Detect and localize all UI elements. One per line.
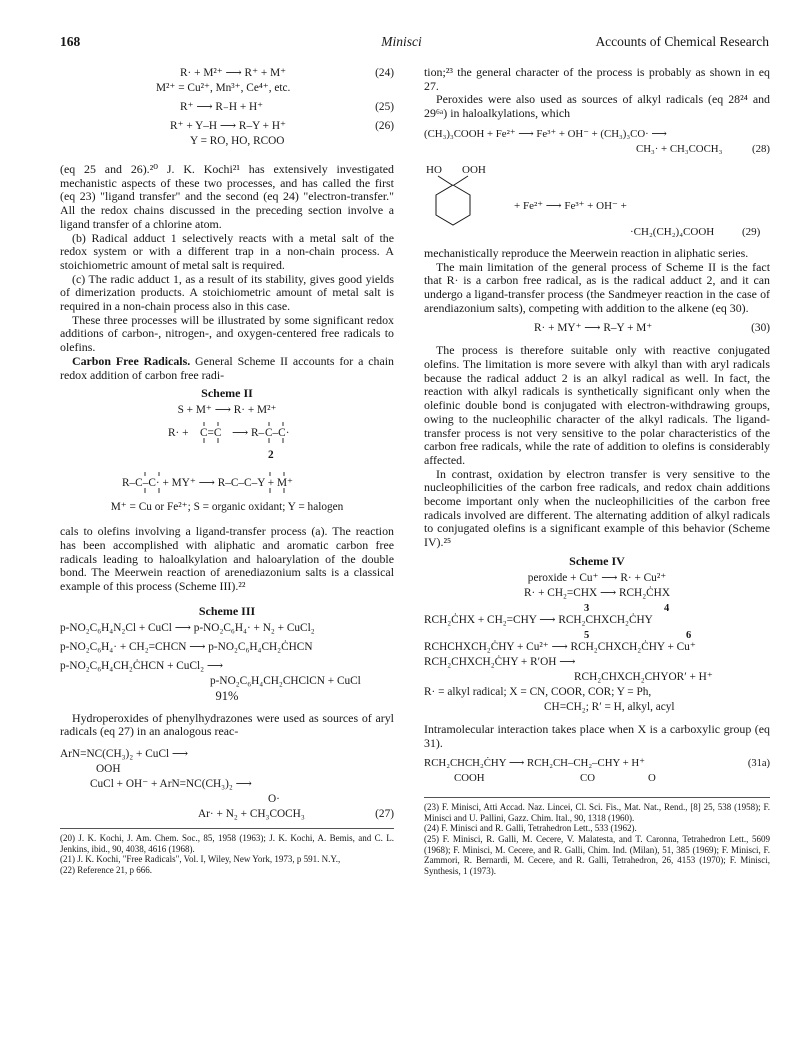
svg-text:R· +: R· +	[168, 427, 189, 440]
journal-name: Accounts of Chemical Research	[595, 34, 769, 49]
svg-text:·CH₂(CH₂)₄COOH: ·CH₂(CH₂)₄COOH	[630, 225, 715, 238]
paragraph-carbon-radicals: Carbon Free Radicals. General Scheme II accounts for a chain redox addition of carbon free radi-	[60, 353, 394, 382]
equation-31a: RCH₂CHCH₂ĊHY ⟶ RCH₂CH–CH₂–CHY + H⁺ (31a)	[424, 757, 770, 770]
paragraph-mechanistically: mechanistically reproduce the Meerwein reaction in aliphatic series.	[424, 245, 749, 260]
cyclohexane-hydroperoxide-structure	[424, 161, 770, 243]
paragraph-process-suitable: The process is therefore suitable only with reactive conjugated olefins. The limitation is more severe with alkyl than with aryl radicals because the radical adduct 2 is an alkyl radical as well. In fact, the reaction with alkyl radicals is synthetically significant only when the olefinic double bond is conjugated with electron-withdrawing groups, owing to the nucleophilic character of the alkyl radicals. The ligand-transfer process is not very sensitive to the polar characteristics of the carbon free radicals, while the rate of addition to olefins is considerably affected.	[424, 343, 770, 467]
paragraph-tion: tion;²³ the general character of the process is probably as shown in eq 27.	[424, 65, 770, 93]
footnote-21: (21) J. K. Kochi, "Free Radicals", Vol. I, Wiley, New York, 1973, p 591. N.Y.,	[60, 854, 341, 865]
scheme-4-line-3: RCH₂ĊHX + CH₂=CHY ⟶ RCH₂CHXCH₂ĊHY	[424, 613, 653, 626]
equation-27-oxyl: O·	[268, 793, 280, 806]
scheme-4-line-5: RCH₂CHXCH₂ĊHY + R′OH ⟶	[424, 655, 576, 668]
scheme-4-definitions-2: CH=CH₂; R′ = H, alkyl, acyl	[544, 700, 675, 713]
scheme-3-yield: 91%	[215, 688, 239, 703]
svg-text:+ Fe²⁺ ⟶ Fe³⁺ + OH⁻ +: + Fe²⁺ ⟶ Fe³⁺ + OH⁻ +	[514, 199, 627, 212]
scheme-2-title: Scheme II	[201, 386, 253, 401]
scheme-4-title: Scheme IV	[569, 553, 625, 568]
scheme-4-line-1: peroxide + Cu⁺ ⟶ R· + Cu²⁺	[527, 571, 667, 584]
scheme-4-labels-3-4: 3 4	[584, 602, 670, 614]
scheme-4-line-4: RCHCHXCH₂ĊHY + Cu²⁺ ⟶ RCH₂CHXCH₂ĊHY + Cu⁺	[424, 640, 696, 653]
scheme-3-line-3: p-NO₂C₆H₄CH₂ĊHCN + CuCl₂ ⟶	[60, 659, 224, 672]
page-number: 168	[60, 34, 81, 49]
paragraph-peroxides: Peroxides were also used as sources of alkyl radicals (eq 28²⁴ and 29⁶ᵃ) in haloalkylations, which	[424, 92, 770, 121]
equation-27-line-2: CuCl + OH⁻ + ArN=NC(CH₃)₂ ⟶	[90, 778, 252, 791]
equation-26: R⁺ + Y–H ⟶ R–Y + H⁺ (26)	[170, 120, 394, 132]
footnote-24: (24) F. Minisci and R. Galli, Tetrahedron Lett., 533 (1962).	[424, 823, 637, 834]
svg-text:(29): (29)	[742, 225, 761, 238]
equation-24-metals: M²⁺ = Cu²⁺, Mn³⁺, Ce⁴⁺, etc.	[156, 82, 291, 94]
paragraph-intramolecular: Intramolecular interaction takes place when X is a carboxylic group (eq 31).	[424, 721, 770, 750]
footnote-23: (23) F. Minisci, Atti Accad. Naz. Lincei, Cl. Sci. Fis., Mat. Nat., Rend., [8] 25, 538 (1958); F. Minisci and U. Pallini, Gazz. Chim. Ital., 90, 1318 (1960).	[424, 802, 770, 823]
paragraph-b: (b) Radical adduct 1 selectively reacts with a metal salt of the redox system or with a different trap in a non-chain process. A stoichiometric amount of metal salt is required.	[60, 230, 394, 272]
equation-30: R· + MY⁺ ⟶ R–Y + M⁺ (30)	[534, 322, 770, 335]
equation-29	[424, 161, 770, 243]
footnote-rule-right	[424, 797, 770, 798]
equation-28-line-1: (CH₃)₃COOH + Fe²⁺ ⟶ Fe³⁺ + OH⁻ + (CH₃)₃CO· ⟶	[424, 127, 667, 140]
scheme-2-diagram	[60, 418, 394, 500]
footnote-22: (22) Reference 21, p 666.	[60, 864, 152, 875]
scheme-3-line-4: p-NO₂C₆H₄CH₂CHClCN + CuCl	[210, 674, 361, 687]
paragraph-kochi: (eq 25 and 26).²⁰ J. K. Kochi²¹ has extensively investigated mechanistic aspects of these two processes, and has called the first (eq 23) "ligand transfer" and the second (eq 24) "electron-transfer." All the redox chains discussed in the preceding section involve a ligand transfer of a chlorine atom.	[60, 162, 394, 231]
paragraph-hydroperoxides: Hydroperoxides of phenylhydrazones were used as sources of aryl radicals (eq 27) in an analogous reac-	[60, 710, 394, 739]
svg-text:2: 2	[268, 449, 274, 462]
running-author: Minisci	[381, 34, 422, 49]
paragraph-c: (c) The radic adduct 1, as a result of its stability, gives good yields of dimerization products. A stoichiometric amount of metal salt is required in a non-chain process also in this case.	[60, 271, 394, 314]
paragraph-processes: These three processes will be illustrated by some significant redox additions of carbon-, nitrogen-, and oxygen-centered free radicals to olefins.	[60, 312, 394, 355]
svg-text:HO: HO	[426, 163, 442, 176]
svg-text:R–C–C· + MY⁺ ⟶ R–C–C–Y + M⁺: R–C–C· + MY⁺ ⟶ R–C–C–Y + M⁺	[122, 477, 294, 490]
section-heading-carbon: Carbon Free Radicals.	[72, 353, 191, 368]
footnote-20: (20) J. K. Kochi, J. Am. Chem. Soc., 85, 1958 (1963); J. K. Kochi, A. Bemis, and C. L. Jenkins, ibid., 90, 4038, 4616 (1968).	[60, 833, 394, 854]
equation-25: R⁺ ⟶ R₋H + H⁺ (25)	[180, 101, 394, 113]
footnote-25: (25) F. Minisci, R. Galli, M. Cecere, V. Malatesta, and T. Caronna, Tetrahedron Lett., 5609 (1968); F. Minisci, M. Cecere, and R. Galli, Chim. Ind. (Milan), 51, 385 (1969); F. Minisci, F. Zammori, R. Bernardi, M. Cecere, and R. Galli, Tetrahedron, 26, 4153 (1970); F. Minisci, Synthesis, 1 (1973).	[424, 834, 770, 876]
svg-text:C=C: C=C	[200, 427, 222, 440]
scheme-2-structures	[60, 418, 394, 500]
scheme-2-line-1: S + M⁺ ⟶ R· + M²⁺	[177, 404, 277, 417]
scheme-4-definitions-1: R· = alkyl radical; X = CN, COOR, COR; Y = Ph,	[424, 685, 652, 698]
equation-24: R· + M²⁺ ⟶ R⁺ + M⁺ (24)	[180, 67, 394, 79]
scheme-4-labels-5-6: 5 6	[584, 629, 692, 641]
scheme-3-title: Scheme III	[198, 603, 256, 618]
svg-text:⟶ R–: ⟶ R–	[232, 427, 265, 440]
svg-text:C–C·: C–C·	[265, 427, 290, 440]
equation-26-definition: Y = RO, HO, RCOO	[190, 135, 285, 147]
paragraph-main-limitation: The main limitation of the general process of Scheme II is the fact that R· is a carbon free radical, as is the radical adduct 2, and it can undergo a ligand-transfer process (the Sandmeyer reaction in the case of arendiazonium salts), competing with addition to the alkene (eq 30).	[424, 259, 770, 315]
equation-27-line-3: Ar· + N₂ + CH₃COCH₃ (27)	[198, 808, 394, 821]
right-column	[424, 66, 770, 876]
svg-text:OOH: OOH	[462, 163, 486, 176]
equation-27-line-1: ArN=NC(CH₃)₂ + CuCl ⟶	[60, 748, 189, 761]
scheme-2-definitions: M⁺ = Cu or Fe²⁺; S = organic oxidant; Y = halogen	[110, 501, 344, 514]
equation-28-line-2: CH₃· + CH₃COCH₃ (28)	[636, 142, 770, 155]
scheme-3-line-2: p-NO₂C₆H₄· + CH₂=CHCN ⟶ p-NO₂C₆H₄CH₂ĊHCN	[60, 640, 313, 653]
scheme-3-line-1: p-NO₂C₆H₄N₂Cl + CuCl ⟶ p-NO₂C₆H₄· + N₂ + CuCl₂	[60, 621, 315, 634]
paragraph-contrast: In contrast, oxidation by electron transfer is very sensitive to the nucleophilicities of the carbon free radicals, and redox chain additions become important only when the nucleophilicities of the carbon free radicals involved are different. The alternating addition of alkyl radicals to conjugated olefins is a significant example of this behavior (Scheme IV).²⁵	[424, 466, 770, 550]
running-header	[0, 34, 803, 54]
footnote-rule	[60, 828, 394, 829]
left-column	[60, 66, 394, 876]
equation-27-ooh: OOH	[96, 763, 121, 776]
paragraph-ligand-transfer: cals to olefins involving a ligand-transfer process (a). The reaction has been accomplished with aliphatic and aromatic carbon free radicals leading to haloalkylation and haloarylation of the double bond. The Meerwein reaction of arenediazonium salts is a classical example of this process (Scheme III).²²	[60, 524, 394, 594]
scheme-4-line-2: R· + CH₂=CHX ⟶ RCH₂ĊHX	[523, 586, 671, 599]
scheme-4-line-6: RCH₂CHXCH₂CHYOR′ + H⁺	[574, 670, 713, 683]
equation-31a-substituents: COOH CO O	[454, 772, 656, 785]
